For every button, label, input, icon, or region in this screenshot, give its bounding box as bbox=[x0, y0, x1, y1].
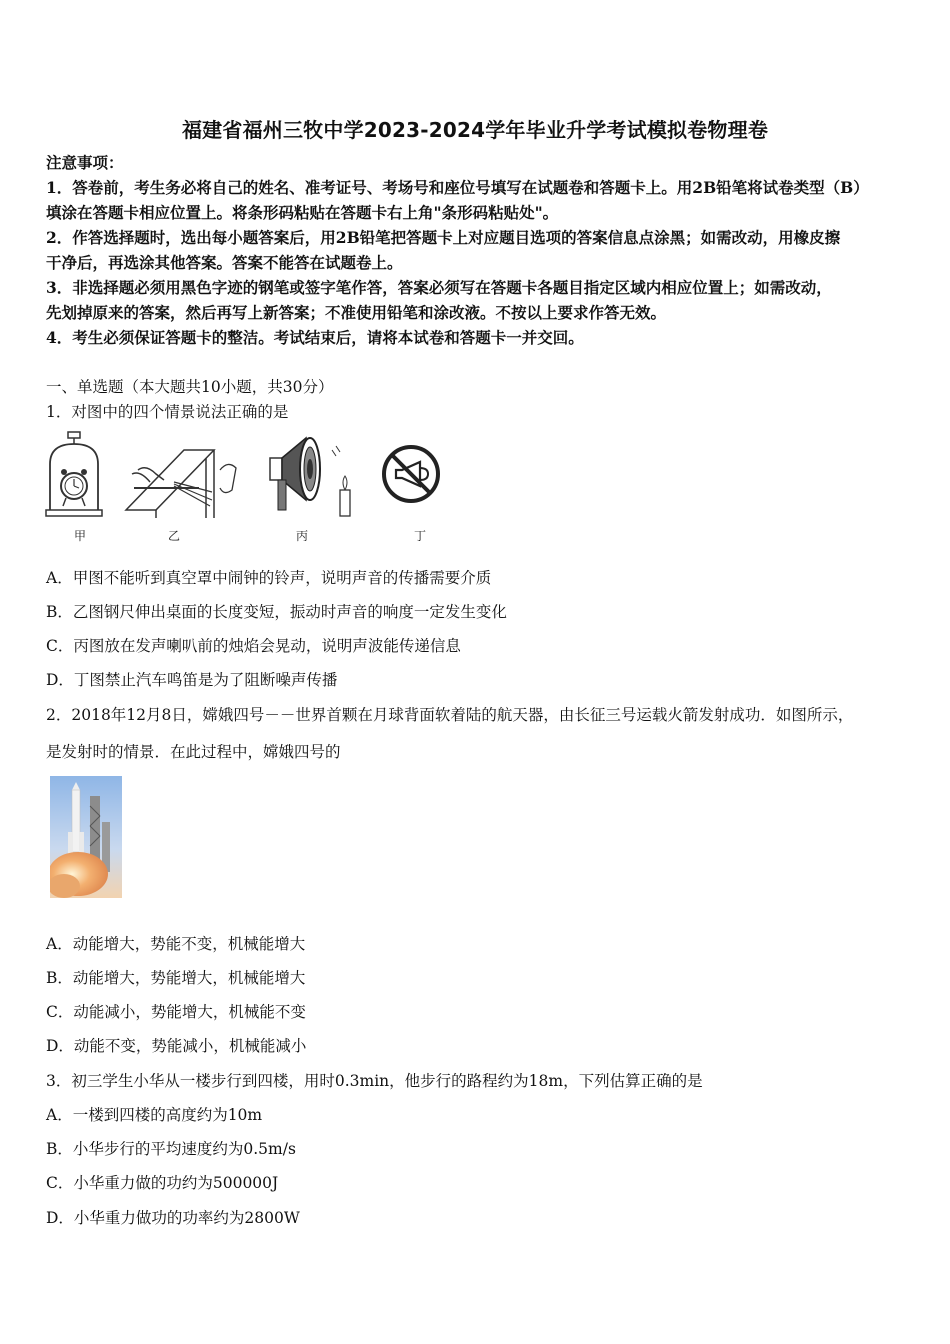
q3-option-a: A．一楼到四楼的高度约为10m bbox=[46, 1106, 263, 1124]
q2-option-a: A．动能增大，势能不变，机械能增大 bbox=[46, 935, 306, 953]
q2-option-b: B．动能增大，势能增大，机械能增大 bbox=[46, 969, 306, 987]
notice-line: 填涂在答题卡相应位置上。将条形码粘贴在答题卡右上角"条形码粘贴处"。 bbox=[46, 203, 559, 222]
notice-line: 干净后，再选涂其他答案。答案不能答在试题卷上。 bbox=[46, 253, 403, 272]
figure-label-jia: 甲 bbox=[74, 529, 87, 543]
question-3-stem: 3．初三学生小华从一楼步行到四楼，用时0.3min，他步行的路程约为18m，下列估算正确的是 bbox=[46, 1072, 703, 1090]
no-horn-sign-icon bbox=[380, 432, 442, 516]
q3-option-b: B．小华步行的平均速度约为0.5m/s bbox=[46, 1140, 296, 1158]
notice-line: 1．答卷前，考生务必将自己的姓名、准考证号、考场号和座位号填写在试题卷和答题卡上。用2B铅笔将试卷类型（B） bbox=[46, 178, 869, 197]
notice-line: 先划掉原来的答案，然后再写上新答案；不准使用铅笔和涂改液。不按以上要求作答无效。 bbox=[46, 303, 667, 322]
ruler-on-table-figure bbox=[124, 430, 244, 520]
question-2-stem: 2．2018年12月8日，嫦娥四号－－世界首颗在月球背面软着陆的航天器，由长征三号运载火箭发射成功．如图所示， bbox=[46, 706, 854, 724]
speaker-candle-figure bbox=[266, 430, 356, 520]
notice-line: 4．考生必须保证答题卡的整洁。考试结束后，请将本试卷和答题卡一并交回。 bbox=[46, 328, 584, 347]
notice-heading: 注意事项： bbox=[46, 153, 124, 172]
q2-option-c: C．动能减小，势能增大，机械能不变 bbox=[46, 1003, 306, 1021]
page-title: 福建省福州三牧中学2023-2024学年毕业升学考试模拟卷物理卷 bbox=[181, 118, 769, 142]
q1-option-d: D．丁图禁止汽车鸣笛是为了阻断噪声传播 bbox=[46, 671, 338, 689]
figure-label-yi: 乙 bbox=[168, 529, 181, 543]
section-heading: 一、单选题（本大题共10小题，共30分） bbox=[46, 378, 334, 396]
q1-option-a: A．甲图不能听到真空罩中闹钟的铃声，说明声音的传播需要介质 bbox=[46, 569, 492, 587]
question-1-stem: 1．对图中的四个情景说法正确的是 bbox=[46, 403, 289, 421]
rocket-launch-image bbox=[50, 776, 122, 898]
q2-option-d: D．动能不变，势能减小，机械能减小 bbox=[46, 1037, 307, 1055]
q3-option-c: C．小华重力做的功约为500000J bbox=[46, 1174, 279, 1192]
notice-line: 2．作答选择题时，选出每小题答案后，用2B铅笔把答题卡上对应题目选项的答案信息点涂黑；如需改动，用橡皮擦 bbox=[46, 228, 841, 247]
q1-option-c: C．丙图放在发声喇叭前的烛焰会晃动，说明声波能传递信息 bbox=[46, 637, 461, 655]
notice-line: 3．非选择题必须用黑色字迹的钢笔或签字笔作答，答案必须写在答题卡各题目指定区域内相应位置上；如需改动， bbox=[46, 278, 832, 297]
figure-label-ding: 丁 bbox=[414, 529, 427, 543]
bell-jar-clock-figure bbox=[44, 430, 104, 520]
figure-label-bing: 丙 bbox=[296, 529, 309, 543]
q3-option-d: D．小华重力做功的功率约为2800W bbox=[46, 1209, 300, 1227]
question-2-stem-cont: 是发射时的情景．在此过程中，嫦娥四号的 bbox=[46, 743, 341, 761]
q1-option-b: B．乙图钢尺伸出桌面的长度变短，振动时声音的响度一定发生变化 bbox=[46, 603, 507, 621]
